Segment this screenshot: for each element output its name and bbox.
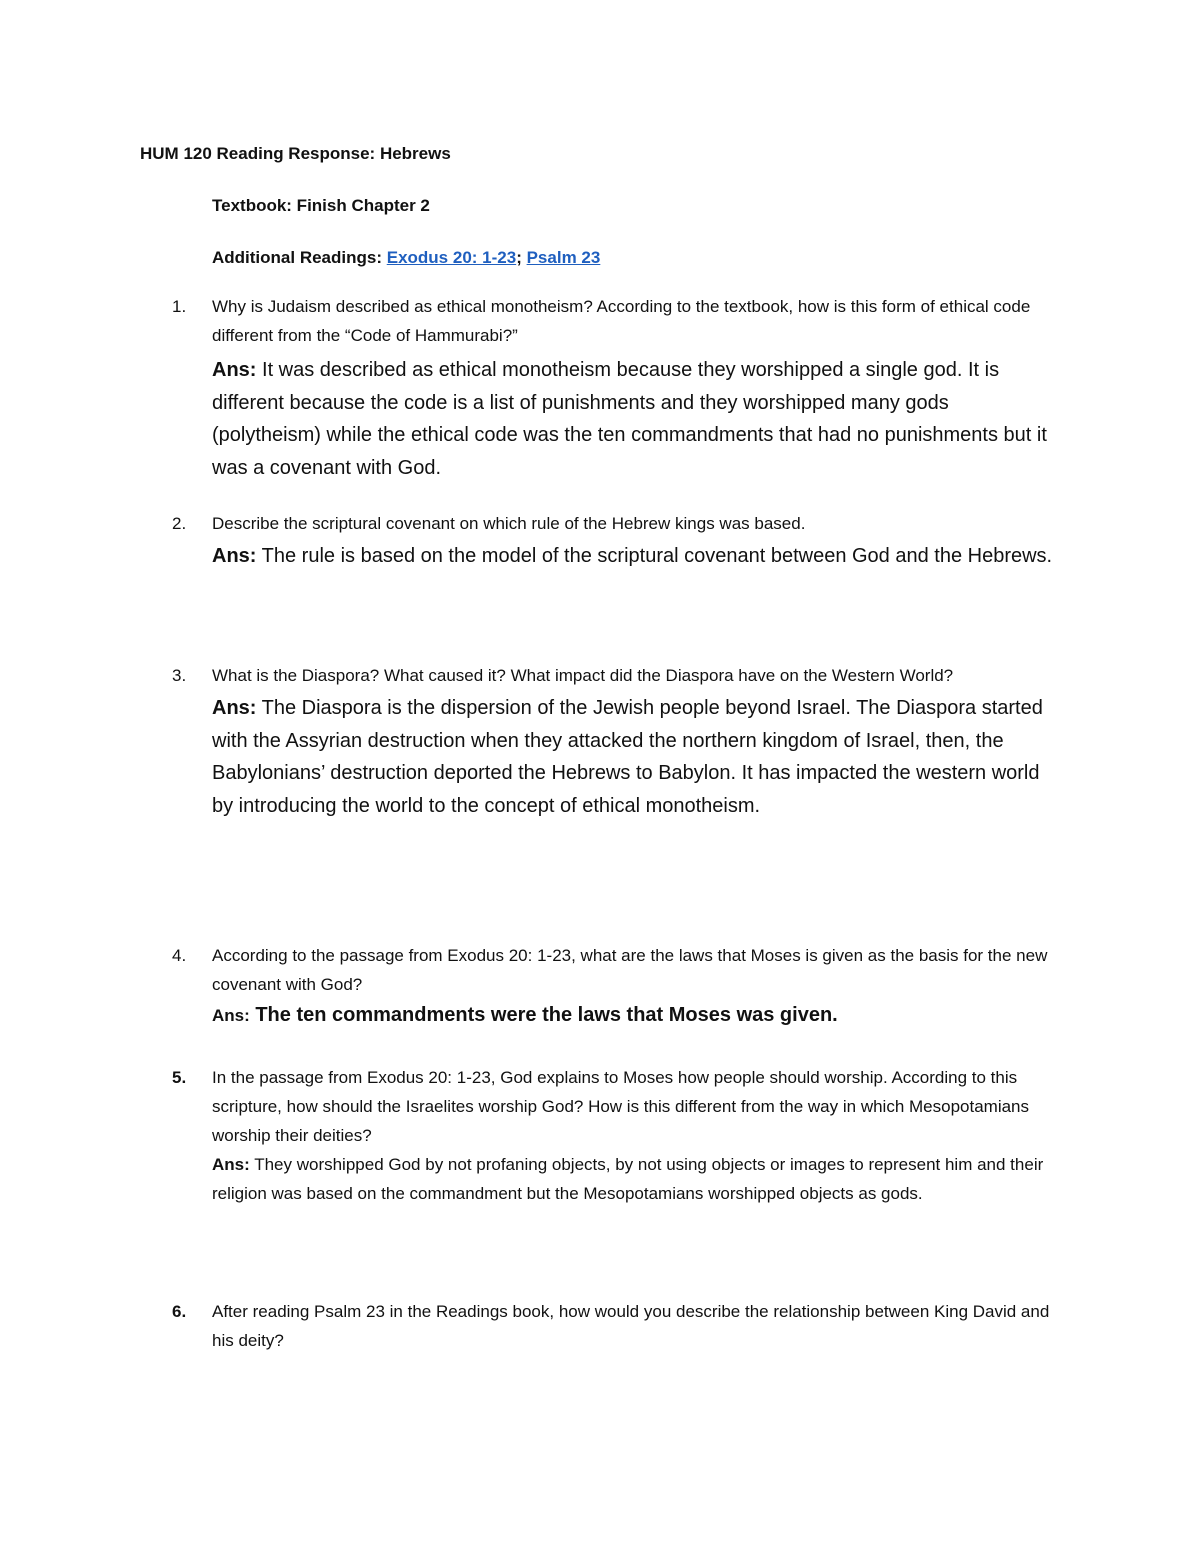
answer-text: The Diaspora is the dispersion of the Jewish people beyond Israel. The Diaspora started with the Assyrian destruction when they attacked the northern kingdom of Israel, then, the Babylonians’ destruction deported the Hebrews to Babylon. It has impacted the western world by introducing the world to the concept of ethical monotheism. (212, 697, 1043, 817)
answer-label: Ans: (212, 697, 257, 719)
question-body (212, 1297, 1062, 1355)
answer-label: Ans: (212, 1006, 250, 1025)
question-number: 1. (172, 297, 187, 316)
question-number: 3. (172, 666, 187, 685)
document-title: HUM 120 Reading Response: Hebrews (140, 144, 451, 163)
question-text: According to the passage from Exodus 20: 1-23, what are the laws that Moses is given as the basis for the new covenant with God? (212, 946, 1048, 994)
answer (212, 692, 1062, 822)
question-text: Why is Judaism described as ethical monotheism? According to the textbook, how is this form of ethical code different from the “Code of Hammurabi?” (212, 297, 1031, 345)
answer-text: The rule is based on the model of the scriptural covenant between God and the Hebrews. (256, 545, 1053, 567)
question-text: In the passage from Exodus 20: 1-23, God explains to Moses how people should worship. According to this scripture, how should the Israelites worship God? How is this different from the way in which Mesopotamians worship their deities? (212, 1068, 1030, 1145)
additional-readings-label: Additional Readings: (212, 248, 387, 267)
question-body (212, 509, 1062, 573)
answer-text: It was described as ethical monotheism because they worshipped a single god. It is different because the code is a list of punishments and they worshipped many gods (polytheism) while the ethical code was the ten commandments that had no punishments but it was a covenant with God. (212, 359, 1047, 479)
answer (212, 1001, 1062, 1030)
answer (212, 354, 1062, 484)
question-number: 6. (172, 1302, 187, 1321)
question-text: Describe the scriptural covenant on which rule of the Hebrew kings was based. (212, 514, 806, 533)
question-body (212, 661, 1062, 822)
answer-label: Ans: (212, 545, 257, 567)
exodus-link[interactable]: Exodus 20: 1-23 (386, 248, 517, 267)
question-number: 5. (172, 1068, 187, 1087)
psalm-link[interactable]: Psalm 23 (526, 248, 601, 267)
textbook-line: Textbook: Finish Chapter 2 (212, 196, 430, 215)
question-number: 4. (172, 946, 187, 965)
question-body (212, 292, 1062, 484)
answer-label: Ans: (212, 1155, 250, 1174)
question-body (212, 941, 1062, 1030)
answer-label: Ans: (212, 359, 257, 381)
question-text: What is the Diaspora? What caused it? What impact did the Diaspora have on the Western World? (212, 666, 954, 685)
link-separator: ; (516, 248, 522, 267)
answer-text: They worshipped God by not profaning objects, by not using objects or images to represent him and their religion was based on the commandment but the Mesopotamians worshipped objects as gods. (212, 1155, 1044, 1203)
answer (212, 1150, 1062, 1208)
additional-readings-line (212, 248, 600, 268)
question-text: After reading Psalm 23 in the Readings book, how would you describe the relationship between King David and his deity? (212, 1302, 1050, 1350)
answer-text: The ten commandments were the laws that Moses was given. (249, 1004, 838, 1026)
question-number: 2. (172, 514, 187, 533)
answer (212, 540, 1062, 573)
question-body (212, 1063, 1062, 1208)
